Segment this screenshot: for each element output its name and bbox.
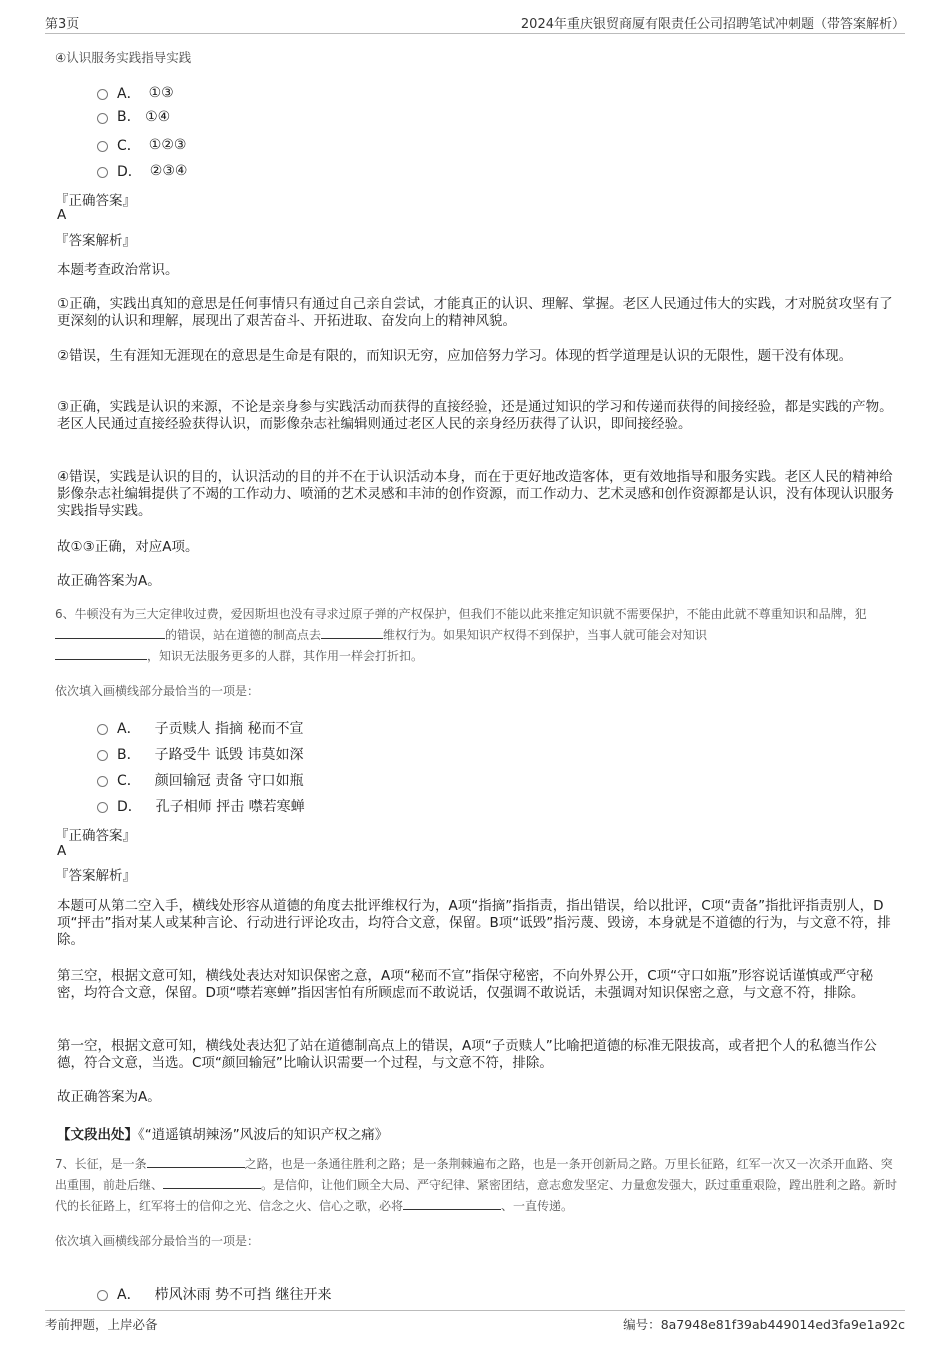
code-value: 8a7948e81f39ab449014ed3fa9e1a92c bbox=[660, 1317, 905, 1332]
q5-answer: A bbox=[57, 207, 67, 223]
q6-prompt: 依次填入画横线部分最恰当的一项是： bbox=[55, 684, 260, 698]
q6-analysis-1: 第三空，根据文意可知，横线处表达对知识保密之意，A项“秘而不宣”指保守秘密，不向外界公开，C项“守口如瓶”形容说话谨慎或严守秘密，均符合文意，保留。D项“噤若寒蝉”指因害怕有所顾虑而不敢说话，仅强调不敢说话，未强调对知识保密之意，与文意不符，排除。 bbox=[57, 968, 874, 1001]
option-text: 孔子相师 抨击 噤若寒蝉 bbox=[155, 799, 305, 815]
q5-analysis-3: ③正确，实践是认识的来源，不论是亲身参与实践活动而获得的直接经验，还是通过知识的学习和传递而获得的间接经验，都是实践的产物。老区人民通过直接经验获得认识，而影像杂志社编辑则通过老区人民的亲身经历获得了认识，即间接经验。 bbox=[57, 399, 893, 432]
page-number: 第3页 bbox=[45, 17, 80, 32]
q7-prompt: 依次填入画横线部分最恰当的一项是： bbox=[55, 1234, 260, 1248]
radio-icon[interactable] bbox=[97, 750, 108, 761]
footer-divider bbox=[45, 1310, 905, 1311]
q5-option-d[interactable] bbox=[97, 161, 187, 181]
stem-part: 的错误，站在道德的制高点去 bbox=[165, 628, 322, 642]
option-text: ①②③ bbox=[148, 137, 187, 153]
stem-part: 之路，也是一条通往胜利之路；是一条荆棘遍布之路，也是一条开创新局之路。万里长征路，红军一次又一次杀开血路、突出重围，前赴后继、 bbox=[55, 1157, 893, 1192]
option-text: 子路受牛 诋毁 讳莫如深 bbox=[154, 747, 304, 763]
question-number: 7、 bbox=[55, 1157, 75, 1171]
fill-blank[interactable] bbox=[147, 1155, 245, 1168]
option-letter: C． bbox=[117, 138, 141, 154]
fill-blank[interactable] bbox=[55, 647, 147, 660]
q5-analysis-0: 本题考查政治常识。 bbox=[57, 262, 179, 278]
q6-stem bbox=[55, 604, 900, 667]
option-text: 栉风沐雨 势不可挡 继往开来 bbox=[154, 1287, 332, 1303]
q5-tail-item: ④认识服务实践指导实践 bbox=[55, 50, 192, 65]
q5-analysis-4: ④错误，实践是认识的目的，认识活动的目的并不在于认识活动本身，而在于更好地改造客体，更有效地指导和服务实践。老区人民的精神给影像杂志社编辑提供了不竭的工作动力、喷涌的艺术灵感和丰沛的创作资源，而工作动力、艺术灵感和创作资源都是认识，没有体现认识服务实践指导实践。 bbox=[57, 469, 894, 519]
q5-option-b[interactable] bbox=[97, 109, 170, 125]
q6-analysis-label: 『答案解析』 bbox=[55, 868, 136, 884]
q5-analysis-1: ①正确，实践出真知的意思是任何事情只有通过自己亲自尝试，才能真正的认识、理解、掌握。老区人民通过伟大的实践，才对脱贫攻坚有了更深刻的认识和理解，展现出了艰苦奋斗、开拓进取、奋发向上的精神风貌。 bbox=[57, 296, 893, 329]
option-letter: A． bbox=[117, 1287, 141, 1303]
q6-option-c[interactable] bbox=[97, 770, 304, 790]
source-label: 【文段出处】 bbox=[57, 1127, 138, 1143]
fill-blank[interactable] bbox=[163, 1176, 261, 1189]
q6-analysis-2: 第一空，根据文意可知，横线处表达犯了站在道德制高点上的错误，A项“子贡赎人”比喻把道德的标准无限拔高，或者把个人的私德当作公德，符合文意，当选。C项“颜回输冠”比喻认识需要一个过程，与文意不符，排除。 bbox=[57, 1038, 877, 1071]
q5-analysis-5: 故①③正确，对应A项。 bbox=[57, 539, 199, 555]
q6-option-d[interactable] bbox=[97, 796, 305, 816]
option-letter: A． bbox=[117, 721, 141, 737]
radio-icon[interactable] bbox=[97, 724, 108, 735]
radio-icon[interactable] bbox=[97, 167, 108, 178]
document-title: 2024年重庆银贸商厦有限责任公司招聘笔试冲刺题（带答案解析） bbox=[520, 17, 905, 32]
q5-analysis-2: ②错误，生有涯知无涯现在的意思是生命是有限的，而知识无穷，应加倍努力学习。体现的哲学道理是认识的无限性，题干没有体现。 bbox=[57, 348, 853, 364]
fill-blank[interactable] bbox=[55, 626, 165, 639]
option-letter: A． bbox=[117, 86, 141, 102]
q6-analysis-3: 故正确答案为A。 bbox=[57, 1089, 161, 1105]
stem-part: 。是信仰，让他们顾全大局、严守纪律、紧密团结，意志愈发坚定、力量愈发强大，跃过重重艰险，蹚出胜利之路。新时代的长征路上，红军将士的信仰之光、信念之火、信心之歌，必将 bbox=[55, 1178, 898, 1213]
radio-icon[interactable] bbox=[97, 802, 108, 813]
q6-source bbox=[57, 1123, 388, 1143]
stem-part: 长征，是一条 bbox=[74, 1157, 147, 1171]
source-title: 《“逍遥镇胡辣汤”风波后的知识产权之痛》 bbox=[138, 1127, 389, 1143]
q5-option-c[interactable] bbox=[97, 135, 186, 155]
radio-icon[interactable] bbox=[97, 1290, 108, 1301]
q5-option-a[interactable] bbox=[97, 83, 174, 103]
footer-code bbox=[623, 1315, 905, 1333]
footer-slogan: 考前押题，上岸必备 bbox=[45, 1317, 158, 1332]
q6-option-a[interactable] bbox=[97, 718, 303, 738]
option-text: 子贡赎人 指摘 秘而不宣 bbox=[154, 721, 304, 737]
q6-answer-label: 『正确答案』 bbox=[55, 828, 136, 844]
code-label: 编号： bbox=[623, 1317, 661, 1332]
radio-icon[interactable] bbox=[97, 113, 108, 124]
header-divider bbox=[45, 33, 905, 34]
option-letter: D． bbox=[117, 799, 142, 815]
q6-analysis-0: 本题可从第二空入手，横线处形容从道德的角度去批评维权行为，A项“指摘”指指责，指出错误，给以批评，C项“责备”指批评指责别人，D项“抨击”指对某人或某种言论、行动进行评论攻击，均符合文意，保留。B项“诋毁”指污蔑、毁谤，本身就是不道德的行为，与文意不符，排除。 bbox=[57, 898, 891, 948]
option-text: ②③④ bbox=[149, 163, 188, 179]
q6-option-b[interactable] bbox=[97, 744, 304, 764]
option-letter: D． bbox=[117, 164, 142, 180]
q5-analysis-label: 『答案解析』 bbox=[55, 233, 136, 249]
option-letter: B． bbox=[117, 747, 141, 763]
option-text: 颜回输冠 责备 守口如瓶 bbox=[154, 773, 304, 789]
radio-icon[interactable] bbox=[97, 89, 108, 100]
stem-part: 、一直传递。 bbox=[501, 1199, 574, 1213]
stem-part: 牛顿没有为三大定律收过费，爱因斯坦也没有寻求过原子弹的产权保护，但我们不能以此来推定知识就不需要保护，不能由此就不尊重知识和品牌，犯 bbox=[74, 607, 867, 621]
fill-blank[interactable] bbox=[321, 626, 383, 639]
q7-option-a[interactable] bbox=[97, 1284, 331, 1304]
stem-part: 维权行为。如果知识产权得不到保护，当事人就可能会对知识 bbox=[383, 628, 708, 642]
radio-icon[interactable] bbox=[97, 141, 108, 152]
option-text: ①③ bbox=[148, 85, 174, 101]
option-text: ①④ bbox=[145, 109, 171, 125]
fill-blank[interactable] bbox=[403, 1197, 501, 1210]
q5-analysis-6: 故正确答案为A。 bbox=[57, 573, 161, 589]
q7-stem bbox=[55, 1154, 900, 1217]
radio-icon[interactable] bbox=[97, 776, 108, 787]
question-number: 6、 bbox=[55, 607, 75, 621]
option-letter: C． bbox=[117, 773, 141, 789]
q6-answer: A bbox=[57, 843, 67, 859]
q5-answer-label: 『正确答案』 bbox=[55, 193, 136, 209]
stem-part: ，知识无法服务更多的人群，其作用一样会打折扣。 bbox=[147, 649, 424, 663]
option-letter: B. bbox=[117, 109, 132, 125]
